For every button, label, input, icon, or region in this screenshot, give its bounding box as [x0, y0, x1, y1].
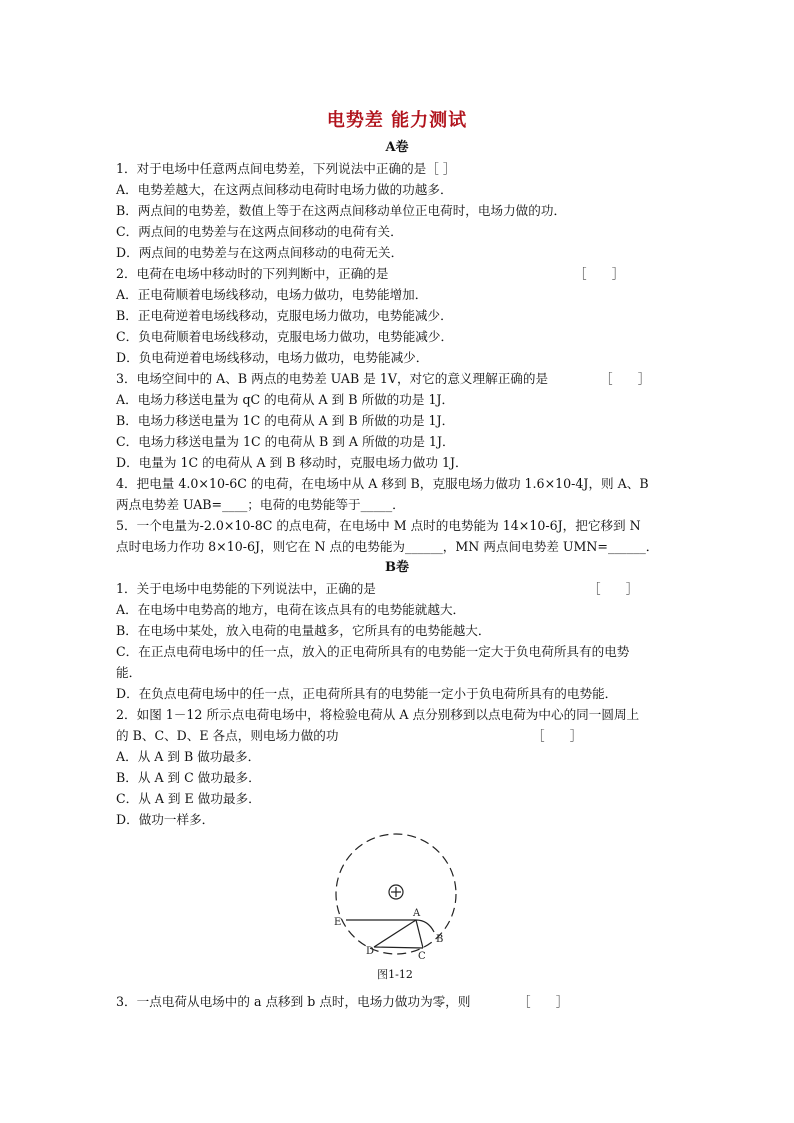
option-a2-a: A．正电荷顺着电场线移动，电场力做功，电势能增加．: [116, 287, 428, 302]
option-a3-a: A．电场力移送电量为 qC 的电荷从 A 到 B 所做的功是 1J．: [116, 392, 455, 407]
option-b1-b: B．在电场中某处，放入电荷的电量越多，它所具有的电势能越大．: [116, 623, 491, 638]
question-b1: 1．关于电场中电势能的下列说法中，正确的是: [116, 581, 376, 596]
figure-caption: 图1-12: [377, 968, 413, 981]
option-a3-c: C．电场力移送电量为 1C 的电荷从 B 到 A 所做的功是 1J．: [116, 434, 455, 449]
question-b2-line1: 2．如图 1－12 所示点电荷电场中，将检验电荷从 A 点分别移到以点电荷为中心的同一圆周上: [116, 707, 640, 722]
question-b3: 3．一点电荷从电场中的 a 点移到 b 点时，电场力做功为零，则: [116, 994, 471, 1009]
option-b1-a: A．在电场中电势高的地方，电荷在该点具有的电势能就越大．: [116, 602, 466, 617]
option-a3-b: B．电场力移送电量为 1C 的电荷从 A 到 B 所做的功是 1J．: [116, 413, 455, 428]
path-a-c: [416, 920, 423, 948]
page-title: 电势差 能力测试: [326, 110, 468, 131]
option-b1-c-line2: 能．: [116, 665, 142, 680]
option-a2-b: B．正电荷逆着电场线移动，克服电场力做功，电势能减少．: [116, 308, 453, 323]
label-a: A: [413, 908, 421, 919]
label-b: B: [436, 934, 444, 945]
path-a-d: [374, 920, 416, 947]
option-a3-d: D．电量为 1C 的电荷从 A 到 B 移动时，克服电场力做功 1J．: [116, 455, 468, 470]
option-a2-d: D．负电荷逆着电场线移动，电场力做功，电势能减少．: [116, 350, 429, 365]
question-a5-line2: 点时电场力作功 8×10-6J，则它在 N 点的电势能为______，MN 两点间电势差 UMN=______．: [116, 539, 659, 554]
path-d-c: [374, 947, 423, 948]
question-a4-line2: 两点电势差 UAB=____；电荷的电势能等于_____．: [116, 497, 405, 512]
option-b2-b: B．从 A 到 C 做功最多．: [116, 770, 261, 785]
answer-bracket-b1: ［ ］: [588, 581, 639, 596]
question-a4-line1: 4．把电量 4.0×10-6C 的电荷，在电场中从 A 移到 B，克服电场力做功 1.6×10-4J，则 A、B: [116, 476, 649, 491]
option-a1-a: A．电势差越大，在这两点间移动电荷时电场力做的功越多．: [116, 182, 453, 197]
question-b2-line2: 的 B、C、D、E 各点，则电场力做的功: [116, 728, 339, 743]
question-a3: 3．电场空间中的 A、B 两点的电势差 UAB 是 1V，对它的意义理解正确的是: [116, 371, 549, 386]
answer-bracket-a2: ［ ］: [574, 266, 625, 281]
option-b1-c-line1: C．在正点电荷电场中的任一点，放入的正电荷所具有的电势能一定大于负电荷所具有的电势: [116, 644, 630, 659]
label-c: C: [418, 951, 426, 962]
answer-bracket-b3: ［ ］: [518, 994, 569, 1009]
question-a1: 1．对于电场中任意两点间电势差，下列说法中正确的是［ ］: [116, 161, 456, 176]
option-a1-b: B．两点间的电势差，数值上等于在这两点间移动单位正电荷时，电场力做的功．: [116, 203, 567, 218]
section-a-heading: A卷: [385, 140, 409, 155]
question-a5-line1: 5．一个电量为-2.0×10-8C 的点电荷，在电场中 M 点时的电势能为 14×10-6J，把它移到 N: [116, 518, 641, 533]
question-a2: 2．电荷在电场中移动时的下列判断中，正确的是: [116, 266, 389, 281]
option-b1-d: D．在负点电荷电场中的任一点，正电荷所具有的电势能一定小于负电荷所具有的电势能．: [116, 686, 618, 701]
option-b2-d: D．做功一样多．: [116, 812, 215, 827]
option-b2-c: C．从 A 到 E 做功最多．: [116, 791, 261, 806]
option-a2-c: C．负电荷顺着电场线移动，克服电场力做功，电势能减少．: [116, 329, 454, 344]
answer-bracket-a3: ［ ］: [600, 371, 651, 386]
figure-1-12-diagram: [330, 832, 462, 982]
label-d: D: [366, 946, 375, 957]
option-b2-a: A．从 A 到 B 做功最多．: [116, 749, 261, 764]
answer-bracket-b2: ［ ］: [532, 728, 583, 743]
label-e: E: [334, 917, 342, 928]
option-a1-d: D．两点间的电势差与在这两点间移动的电荷无关．: [116, 245, 404, 260]
section-b-heading: B卷: [385, 560, 409, 575]
option-a1-c: C．两点间的电势差与在这两点间移动的电荷有关．: [116, 224, 403, 239]
